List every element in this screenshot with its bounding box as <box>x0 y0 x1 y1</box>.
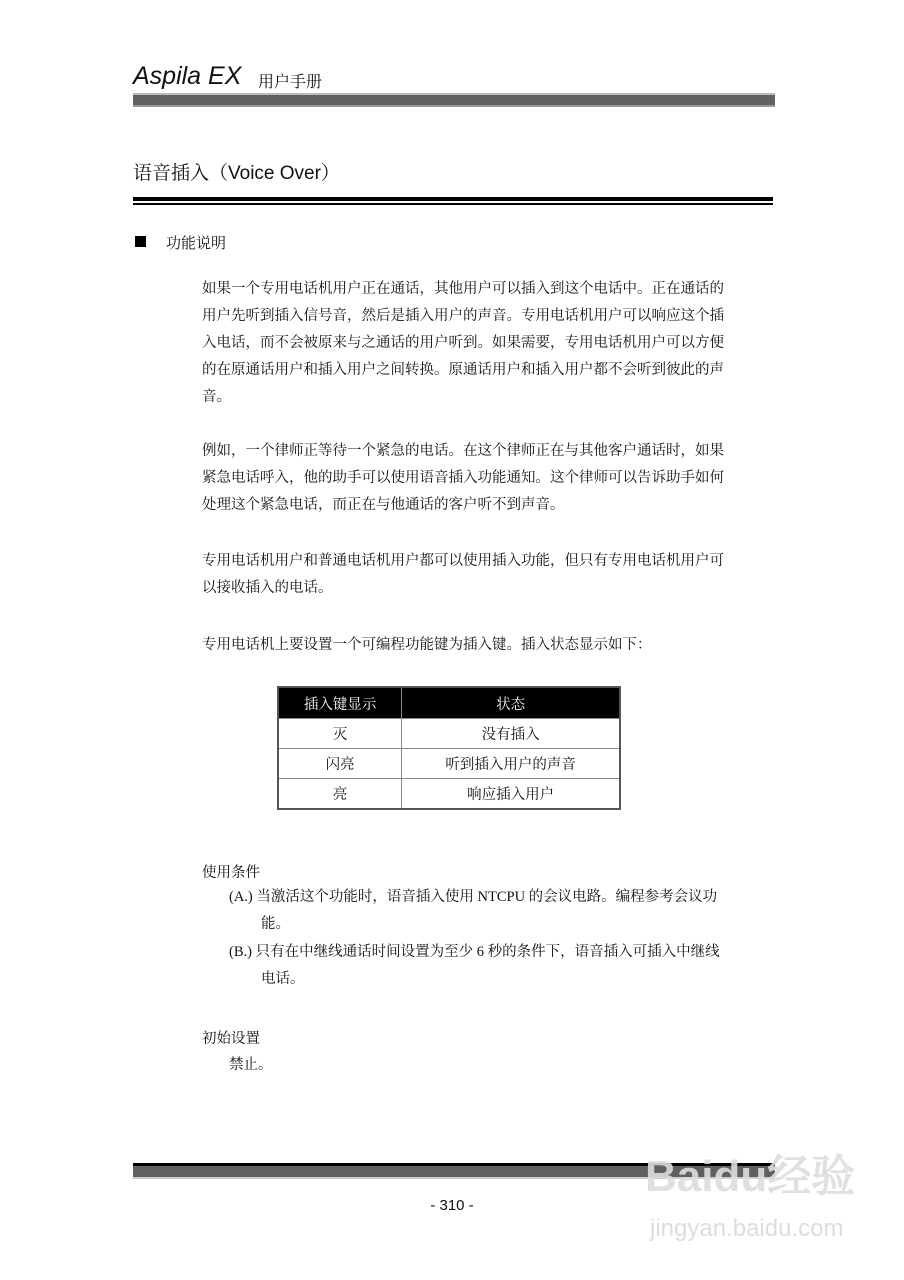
section-rule-thin <box>133 203 773 205</box>
paragraph-4 <box>202 632 777 659</box>
table-cell: 听到插入用户的声音 <box>402 749 620 779</box>
item-label: (A.) <box>229 889 253 905</box>
section-title: 语音插入（Voice Over） <box>133 163 340 184</box>
paragraph-3 <box>202 548 777 602</box>
watermark-logo: Baidu经验 <box>645 1152 856 1201</box>
table-row <box>278 779 620 810</box>
table-cell: 响应插入用户 <box>402 779 620 810</box>
text-line: 紧急电话呼入，他的助手可以使用语音插入功能通知。这个律师可以告诉助手如何 <box>202 470 724 486</box>
text-line: 只有在中继线通话时间设置为至少 6 秒的条件下，语音插入可插入中继线 <box>255 944 720 960</box>
square-bullet-icon <box>135 236 146 247</box>
column-header: 状态 <box>402 687 620 719</box>
text-line: 入电话，而不会被原来与之通话的用户听到。如果需要，专用电话机用户可以方便 <box>202 335 724 351</box>
feature-heading: 功能说明 <box>166 235 227 252</box>
text-line: 例如，一个律师正等待一个紧急的电话。在这个律师正在与其他客户通话时，如果 <box>202 443 724 459</box>
text-line: 能。 <box>261 916 290 932</box>
item-label: (B.) <box>229 944 252 960</box>
text-line: 音。 <box>202 389 231 405</box>
text-line: 以接收插入的电话。 <box>202 580 333 596</box>
conditions-heading: 使用条件 <box>202 865 260 881</box>
table-cell: 灭 <box>278 719 402 749</box>
page-number: - 310 - <box>430 1197 474 1214</box>
condition-item-a <box>229 884 774 938</box>
text-line: 专用电话机用户和普通电话机用户都可以使用插入功能，但只有专用电话机用户可 <box>202 553 724 569</box>
text-line: 用户先听到插入信号音，然后是插入用户的声音。专用电话机用户可以响应这个插 <box>202 308 724 324</box>
brand-title: Aspila EX <box>133 62 242 90</box>
header-rule <box>133 93 775 107</box>
column-header: 插入键显示 <box>278 687 402 719</box>
section-rule <box>133 197 773 201</box>
text-line: 如果一个专用电话机用户正在通话，其他用户可以插入到这个电话中。正在通话的 <box>202 281 724 297</box>
table-cell: 亮 <box>278 779 402 810</box>
table-row <box>278 749 620 779</box>
manual-label: 用户手册 <box>258 74 323 91</box>
table-cell: 闪亮 <box>278 749 402 779</box>
text-line: 专用电话机上要设置一个可编程功能键为插入键。插入状态显示如下： <box>202 637 652 653</box>
text-line: 电话。 <box>261 971 305 987</box>
table-cell: 没有插入 <box>402 719 620 749</box>
text-line: 处理这个紧急电话，而正在与他通话的客户听不到声音。 <box>202 497 565 513</box>
paragraph-2 <box>202 438 777 519</box>
table-row <box>278 719 620 749</box>
text-line: 当激活这个功能时，语音插入使用 NTCPU 的会议电路。编程参考会议功 <box>256 889 718 905</box>
condition-item-b <box>229 939 774 993</box>
initial-value: 禁止。 <box>229 1057 273 1073</box>
table-header-row <box>278 687 620 719</box>
status-table <box>277 686 621 810</box>
paragraph-1 <box>202 276 777 411</box>
watermark-url: jingyan.baidu.com <box>650 1215 844 1242</box>
initial-heading: 初始设置 <box>202 1031 260 1047</box>
text-line: 的在原通话用户和插入用户之间转换。原通话用户和插入用户都不会听到彼此的声 <box>202 362 724 378</box>
